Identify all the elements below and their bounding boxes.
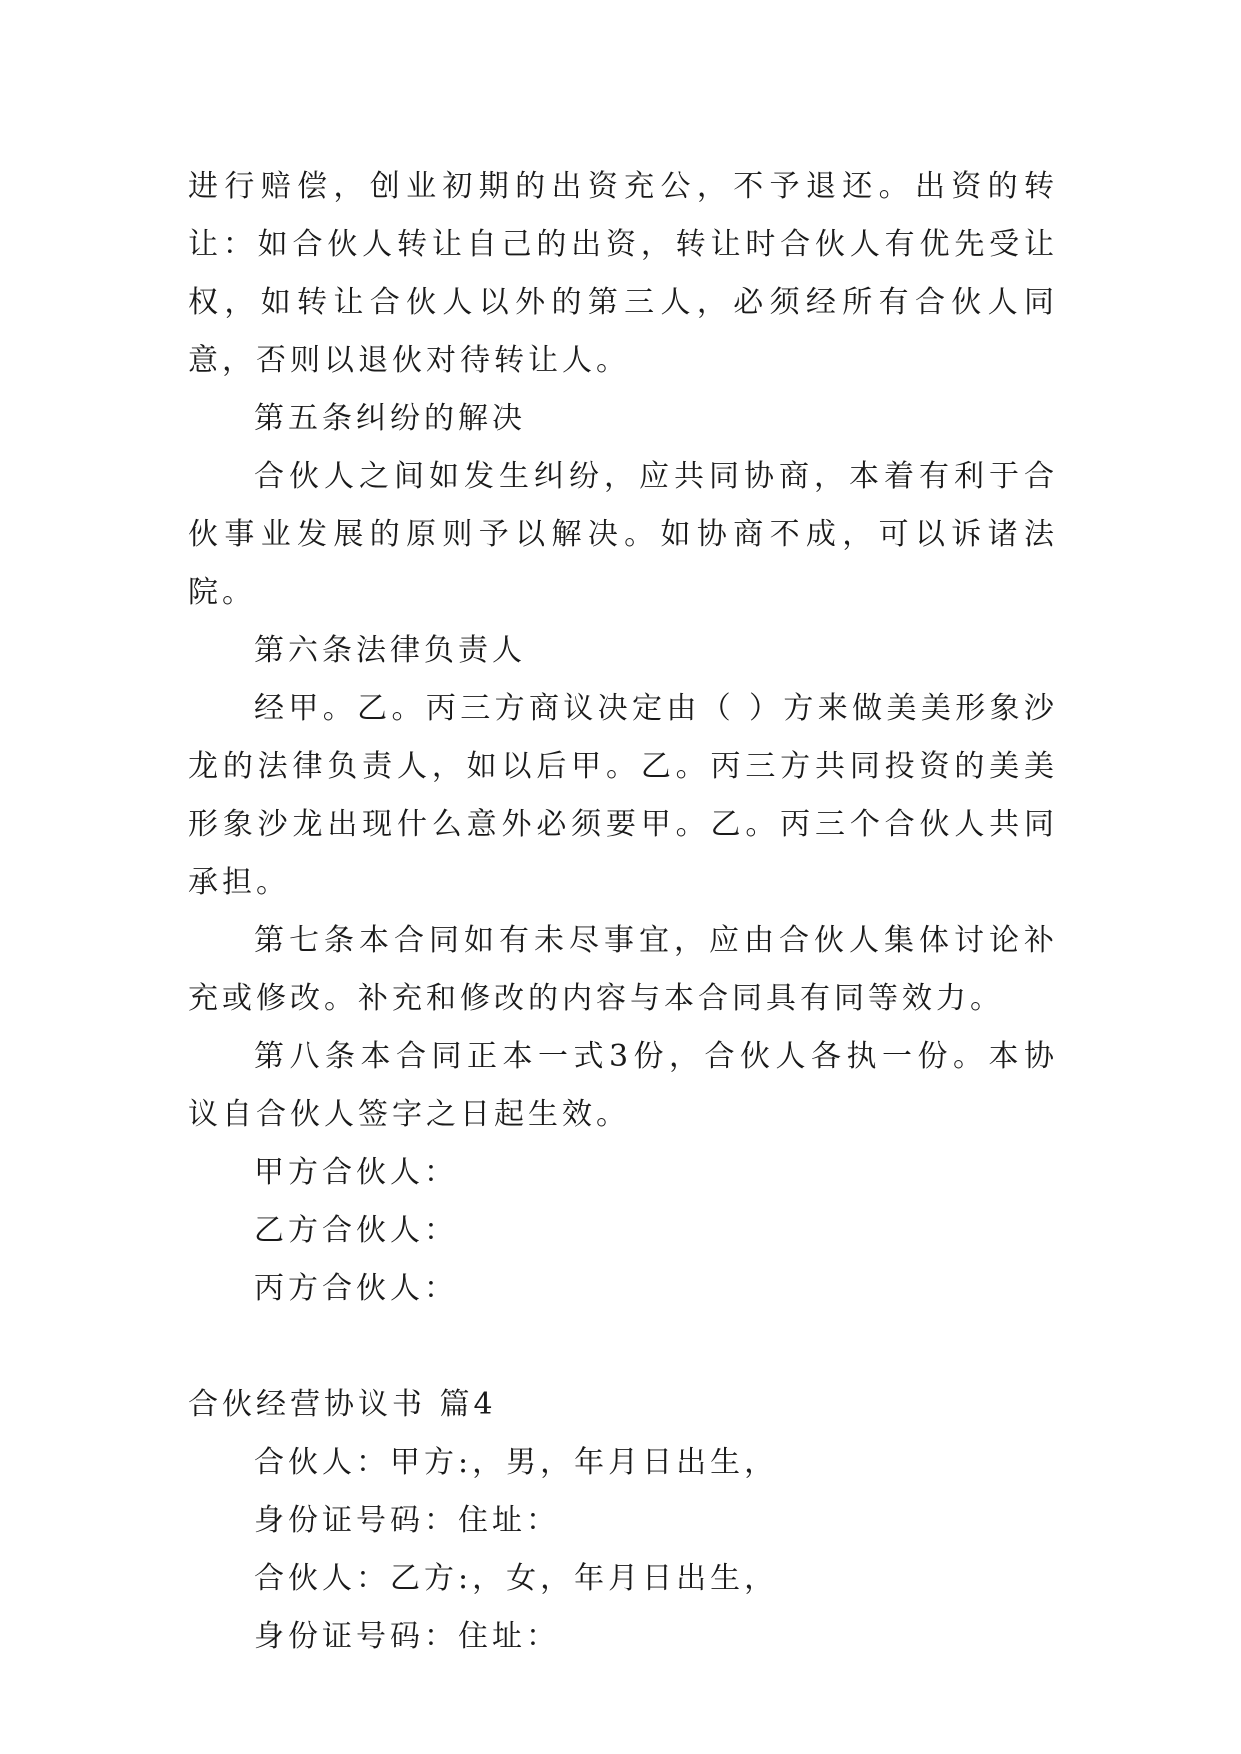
article-5-body: 合伙人之间如发生纠纷，应共同协商，本着有利于合伙事业发展的原则予以解决。如协商不成，可以诉诸法院。	[188, 459, 1058, 610]
partner-b-id-address: 身份证号码：住址：	[254, 1619, 560, 1654]
article-8-paragraph: 第八条本合同正本一式3份，合伙人各执一份。本协议自合伙人签字之日起生效。	[188, 1039, 1058, 1132]
signature-party-a: 甲方合伙人：	[254, 1155, 458, 1190]
section-title: 合伙经营协议书 篇4	[188, 1387, 497, 1422]
article-6-body: 经甲。乙。丙三方商议决定由（ ）方来做美美形象沙龙的法律负责人，如以后甲。乙。丙三方共同投资的美美形象沙龙出现什么意外必须要甲。乙。丙三个合伙人共同承担。	[188, 691, 1058, 900]
continued-paragraph: 进行赔偿，创业初期的出资充公，不予退还。出资的转让：如合伙人转让自己的出资，转让时合伙人有优先受让权，如转让合伙人以外的第三人，必须经所有合伙人同意，否则以退伙对待转让人。	[188, 169, 1058, 378]
article-6-heading: 第六条法律负责人	[254, 633, 526, 668]
partner-a-info: 合伙人：甲方:，男，年月日出生，	[254, 1445, 779, 1480]
article-5-heading: 第五条纠纷的解决	[254, 401, 526, 436]
document-body	[188, 158, 1058, 1666]
partner-a-id-address: 身份证号码：住址：	[254, 1503, 560, 1538]
signature-party-c: 丙方合伙人：	[254, 1271, 458, 1306]
signature-party-b: 乙方合伙人：	[254, 1213, 458, 1248]
article-7-paragraph: 第七条本合同如有未尽事宜，应由合伙人集体讨论补充或修改。补充和修改的内容与本合同具有同等效力。	[188, 923, 1058, 1016]
partner-b-info: 合伙人：乙方:，女，年月日出生，	[254, 1561, 779, 1596]
